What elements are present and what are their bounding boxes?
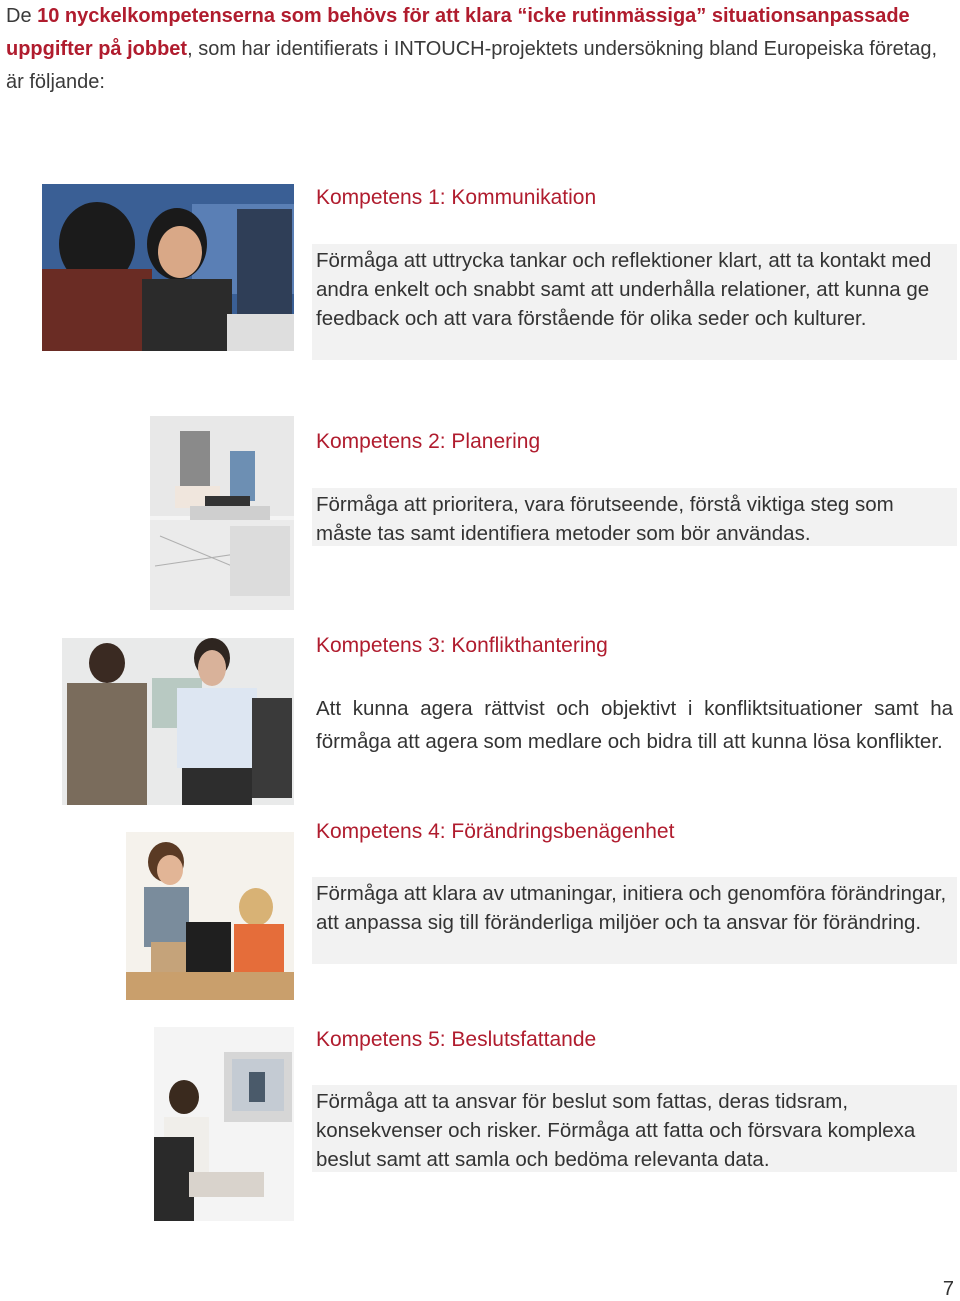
competence-5-title: Kompetens 5: Beslutsfattande (316, 1028, 597, 1051)
competence-1-title: Kompetens 1: Kommunikation (316, 186, 597, 209)
competence-3-title: Kompetens 3: Konflikthantering (316, 634, 608, 657)
photo-conflict-meeting (62, 638, 294, 805)
competence-5-description: Förmåga att ta ansvar för beslut som fattas, deras tidsram, konsekvenser och risker. Förmåga att fatta och försvara komplexa beslut samt att samla och bedöma relevanta data. (312, 1085, 957, 1172)
photo-office-phone (42, 184, 294, 351)
intro-paragraph (6, 0, 951, 99)
competence-4-description: Förmåga att klara av utmaningar, initiera och genomföra förändringar, att anpassa sig till föränderliga miljöer och ta ansvar för förändring. (312, 877, 957, 964)
intro-highlight: 10 nyckelkompetenserna som behövs för att klara “icke rutinmässiga” situationsanpassade uppgifter på jobbet (6, 5, 910, 60)
intro-prefix: De (6, 5, 38, 27)
page-number: 7 (942, 1278, 954, 1300)
competence-1-description: Förmåga att uttrycka tankar och reflektioner klart, att ta kontakt med andra enkelt och snabbt samt att underhålla relationer, att kunna ge feedback och att vara förstående för olika seder och kulturer. (312, 244, 957, 360)
intro-suffix: , som har identifierats i INTOUCH-projektets undersökning bland Europeiska företag, är följande: (6, 38, 938, 93)
photo-change (126, 832, 294, 1000)
photo-planning (150, 416, 294, 610)
competence-2-title: Kompetens 2: Planering (316, 430, 541, 453)
competence-3-description: Att kunna agera rättvist och objektivt i konfliktsituationer samt ha förmåga att agera som medlare och bidra till att kunna lösa konflikter. (312, 690, 957, 790)
competence-2-description: Förmåga att prioritera, vara förutseende, förstå viktiga steg som måste tas samt identifiera metoder som bör användas. (312, 488, 957, 546)
competence-4-title: Kompetens 4: Förändringsbenägenhet (316, 820, 675, 843)
photo-decision (154, 1027, 294, 1221)
